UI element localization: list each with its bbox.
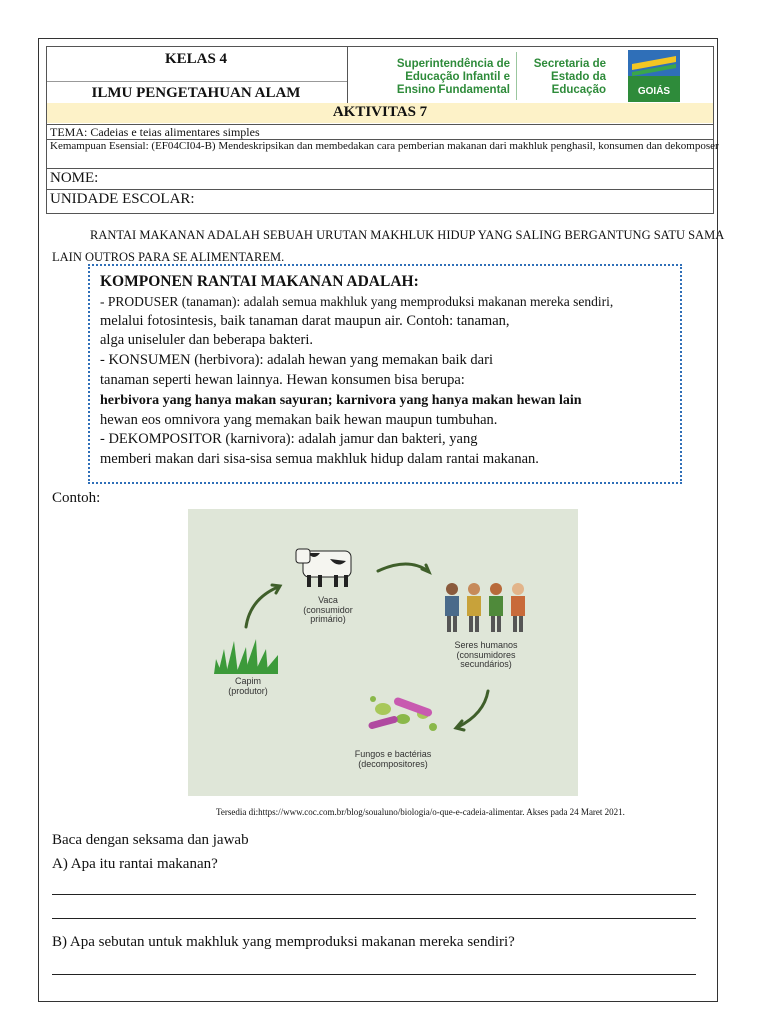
box-line: tanaman seperti hewan lainnya. Hewan konsumen bisa berupa:: [100, 371, 465, 388]
humanos-label: Seres humanos (consumidores secundários): [454, 640, 518, 669]
humans-icon: [445, 583, 525, 632]
goias-logo-text: GOIÁS: [637, 86, 671, 97]
question-b: B) Apa sebutan untuk makhluk yang memproduksi makanan mereka sendiri?: [52, 934, 515, 950]
cow-icon: [296, 549, 351, 587]
answer-line[interactable]: [52, 974, 696, 975]
grass-icon: [214, 639, 278, 674]
box-line: - KONSUMEN (herbivora): adalah hewan yang memakan baik dari: [100, 352, 493, 369]
logo-secretaria: Secretaria de Estado da Educação: [533, 58, 606, 96]
box-line: alga uniseluler dan beberapa bakteri.: [100, 332, 313, 349]
capim-label: Capim (produtor): [228, 676, 268, 696]
bacteria-icon: [368, 696, 437, 731]
arrow-capim-to-vaca: [246, 587, 278, 627]
contoh-label: Contoh:: [52, 490, 101, 506]
box-line: - PRODUSER (tanaman): adalah semua makhluk yang memproduksi makanan mereka sendiri,: [100, 293, 614, 309]
tema-label: TEMA: Cadeias e teias alimentares simples: [50, 125, 260, 139]
unidade-field[interactable]: UNIDADE ESCOLAR:: [50, 191, 195, 207]
logo-divider: [516, 52, 517, 100]
activity-title: AKTIVITAS 7: [332, 104, 428, 120]
components-box: [88, 264, 682, 484]
box-line: memberi makan dari sisa-sisa semua makhluk hidup dalam rantai makanan.: [100, 451, 539, 468]
answer-line[interactable]: [52, 918, 696, 919]
components-heading: KOMPONEN RANTAI MAKANAN ADALAH:: [100, 273, 419, 290]
intro-paragraph: RANTAI MAKANAN ADALAH SEBUAH URUTAN MAKHLUK HIDUP YANG SALING BERGANTUNG SATU SAMA LAIN OUTROS PARA SE ALIMENTAREM.: [52, 228, 724, 264]
food-chain-figure: [188, 509, 578, 796]
subject-title: ILMU PENGETAHUAN ALAM: [91, 85, 301, 101]
question-a: A) Apa itu rantai makanan?: [52, 856, 218, 872]
box-line: - DEKOMPOSITOR (karnivora): adalah jamur dan bakteri, yang: [100, 431, 478, 448]
class-title: KELAS 4: [164, 51, 228, 67]
fungos-label: Fungos e bactérias (decompositores): [354, 749, 432, 769]
nome-field[interactable]: NOME:: [50, 170, 99, 186]
vaca-label: Vaca (consumidor primário): [303, 595, 353, 624]
box-line: melalui fotosintesis, baik tanaman darat maupun air. Contoh: tanaman,: [100, 312, 510, 329]
arrow-vaca-to-humanos: [378, 564, 428, 571]
instruction-text: Baca dengan seksama dan jawab: [52, 832, 249, 848]
answer-line[interactable]: [52, 894, 696, 895]
kemampuan-text: Kemampuan Esensial: (EF04CI04-B) Mendeskripsikan dan membedakan cara pemberian makanan dari makhluk penghasil, konsumen dan dekomposer: [50, 140, 719, 152]
goias-logo: [628, 50, 680, 102]
logo-superintendencia: Superintendência de Educação Infantil e Ensino Fundamental: [396, 58, 510, 96]
box-bold-line: herbivora yang hanya makan sayuran; karnivora yang hanya makan hewan lain: [100, 392, 582, 408]
box-line: hewan eos omnivora yang memakan baik hewan maupun tumbuhan.: [100, 411, 498, 428]
source-citation: Tersedia di:https://www.coc.com.br/blog/soualuno/biologia/o-que-e-cadeia-alimentar. Akses pada 24 Maret 2021.: [216, 807, 625, 817]
